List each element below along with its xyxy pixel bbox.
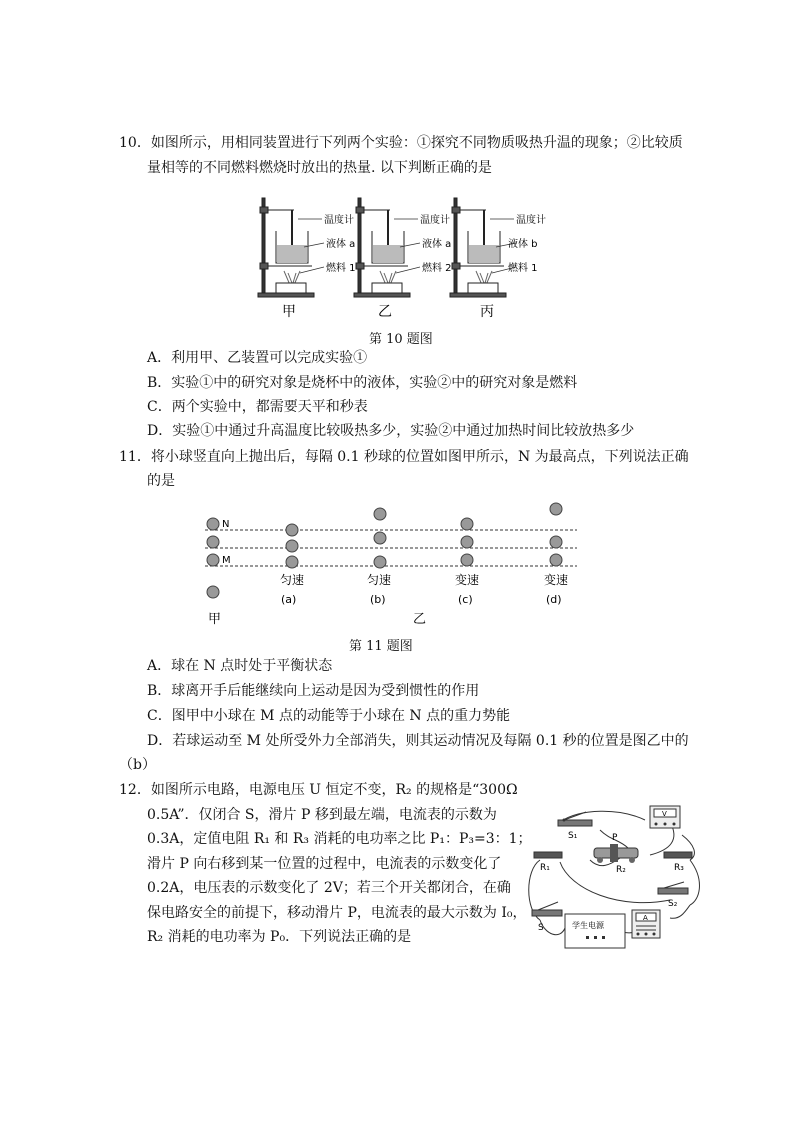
q10-option-b: B．实验①中的研究对象是烧杯中的液体，实验②中的研究对象是燃料 xyxy=(147,375,578,391)
q11-figure xyxy=(195,496,590,628)
q10-caption: 第 10 题图 xyxy=(369,332,433,347)
ball-b-1 xyxy=(374,508,386,520)
ball-a-1 xyxy=(286,524,298,536)
apparatus-jia xyxy=(258,198,324,297)
label-s2: S₂ xyxy=(668,899,678,909)
q11-option-b: B．球离开手后能继续向上运动是因为受到惯性的作用 xyxy=(147,683,480,699)
ball-a-2 xyxy=(286,540,298,552)
apparatus-yi xyxy=(354,198,420,297)
label-n: N xyxy=(222,519,230,530)
label-thermometer-jia: 温度计 xyxy=(324,215,354,226)
label-s1: S₁ xyxy=(568,831,578,841)
label-jia-11: 甲 xyxy=(208,612,222,627)
q12-line5: 0.2A，电压表的示数变化了 2V；若三个开关都闭合，在确 xyxy=(147,880,511,896)
label-m: M xyxy=(222,555,231,566)
q11-option-d: D．若球运动至 M 处所受外力全部消失，则其运动情况及每隔 0.1 秒的位置是图乙中的 xyxy=(147,733,689,749)
q10-figure xyxy=(250,195,546,320)
ball-jia-2 xyxy=(207,536,219,548)
q10-option-c: C．两个实验中，都需要天平和秒表 xyxy=(147,399,368,415)
resistor-r1 xyxy=(534,852,562,858)
q12-line4: 滑片 P 向右移到某一位置的过程中，电流表的示数变化了 xyxy=(147,856,502,872)
label-motion-d: 变速 xyxy=(544,573,569,587)
ball-d-3 xyxy=(550,554,562,566)
label-power-supply: 学生电源 xyxy=(572,921,604,930)
q12-line6: 保电路安全的前提下，移动滑片 P，电流表的最大示数为 I₀， xyxy=(147,905,527,921)
q10-stem-line2: 量相等的不同燃料燃烧时放出的热量. 以下判断正确的是 xyxy=(147,160,492,176)
switch-s1 xyxy=(558,812,592,826)
label-thermometer-bing: 温度计 xyxy=(516,215,546,226)
ball-a-3 xyxy=(286,556,298,568)
label-fuel1-jia: 燃料 1 xyxy=(326,263,356,274)
ball-c-3 xyxy=(461,554,473,566)
switch-s xyxy=(532,902,562,916)
q11-option-d-cont: （b） xyxy=(119,757,156,773)
q11-stem-line1: 11．将小球竖直向上抛出后，每隔 0.1 秒球的位置如图甲所示，N 为最高点，下列说法正确 xyxy=(119,449,689,465)
label-p: P xyxy=(612,833,618,843)
q11-option-c: C．图甲中小球在 M 点的动能等于小球在 N 点的重力势能 xyxy=(147,708,511,724)
q12-line3: 0.3A，定值电阻 R₁ 和 R₃ 消耗的电功率之比 P₁：P₃=3：1； xyxy=(147,831,532,847)
label-r2: R₂ xyxy=(616,865,626,875)
label-a: (a) xyxy=(281,593,297,606)
ball-d-1 xyxy=(550,503,562,515)
ball-jia-4 xyxy=(207,586,219,598)
label-voltmeter: V xyxy=(662,810,667,818)
ball-jia-3 xyxy=(207,554,219,566)
q12-line7: R₂ 消耗的电功率为 P₀．下列说法正确的是 xyxy=(147,929,412,945)
ball-c-2 xyxy=(461,536,473,548)
label-liquid-a-jia: 液体 a xyxy=(326,239,356,250)
label-ammeter: A xyxy=(643,914,648,922)
label-motion-b: 匀速 xyxy=(367,573,392,587)
ball-b-2 xyxy=(374,532,386,544)
ball-d-2 xyxy=(550,536,562,548)
q12-circuit-figure xyxy=(520,800,710,952)
q11-caption: 第 11 题图 xyxy=(349,639,413,654)
apparatus-bing xyxy=(450,198,516,297)
label-c: (c) xyxy=(458,593,473,606)
q10-option-a: A．利用甲、乙装置可以完成实验① xyxy=(147,350,368,366)
rheostat-r2 xyxy=(594,844,638,863)
q10-stem-line1: 10．如图所示，用相同装置进行下列两个实验：①探究不同物质吸热升温的现象；②比较质 xyxy=(119,135,683,151)
power-supply xyxy=(565,914,625,948)
q10-option-d: D．实验①中通过升高温度比较吸热多少，实验②中通过加热时间比较放热多少 xyxy=(147,423,635,439)
label-liquid-b-bing: 液体 b xyxy=(508,239,538,250)
label-yi: 乙 xyxy=(378,304,392,320)
label-d: (d) xyxy=(546,593,562,606)
q11-option-a: A．球在 N 点时处于平衡状态 xyxy=(147,658,333,674)
label-b: (b) xyxy=(370,593,386,606)
label-fuel2-yi: 燃料 2 xyxy=(422,263,452,274)
label-r1: R₁ xyxy=(540,863,550,873)
label-motion-c: 变速 xyxy=(455,573,480,587)
label-r3: R₃ xyxy=(674,863,684,873)
label-s: S xyxy=(538,923,544,933)
label-liquid-a-yi: 液体 a xyxy=(422,239,452,250)
label-bing: 丙 xyxy=(480,304,494,320)
ball-b-3 xyxy=(374,556,386,568)
q11-stem-line2: 的是 xyxy=(147,473,175,489)
q12-line2: 0.5A”．仅闭合 S，滑片 P 移到最左端，电流表的示数为 xyxy=(147,807,497,823)
q12-line1: 12．如图所示电路，电源电压 U 恒定不变，R₂ 的规格是“300Ω xyxy=(119,782,518,798)
ball-c-1 xyxy=(461,518,473,530)
dashed-lines xyxy=(205,530,577,566)
resistor-r3 xyxy=(664,852,692,858)
switch-s2 xyxy=(658,882,688,894)
label-jia: 甲 xyxy=(282,304,296,320)
label-yi-11: 乙 xyxy=(413,612,427,627)
label-fuel1-bing: 燃料 1 xyxy=(508,263,538,274)
label-thermometer-yi: 温度计 xyxy=(420,215,450,226)
ball-jia-1 xyxy=(207,518,219,530)
label-motion-a: 匀速 xyxy=(280,573,305,587)
